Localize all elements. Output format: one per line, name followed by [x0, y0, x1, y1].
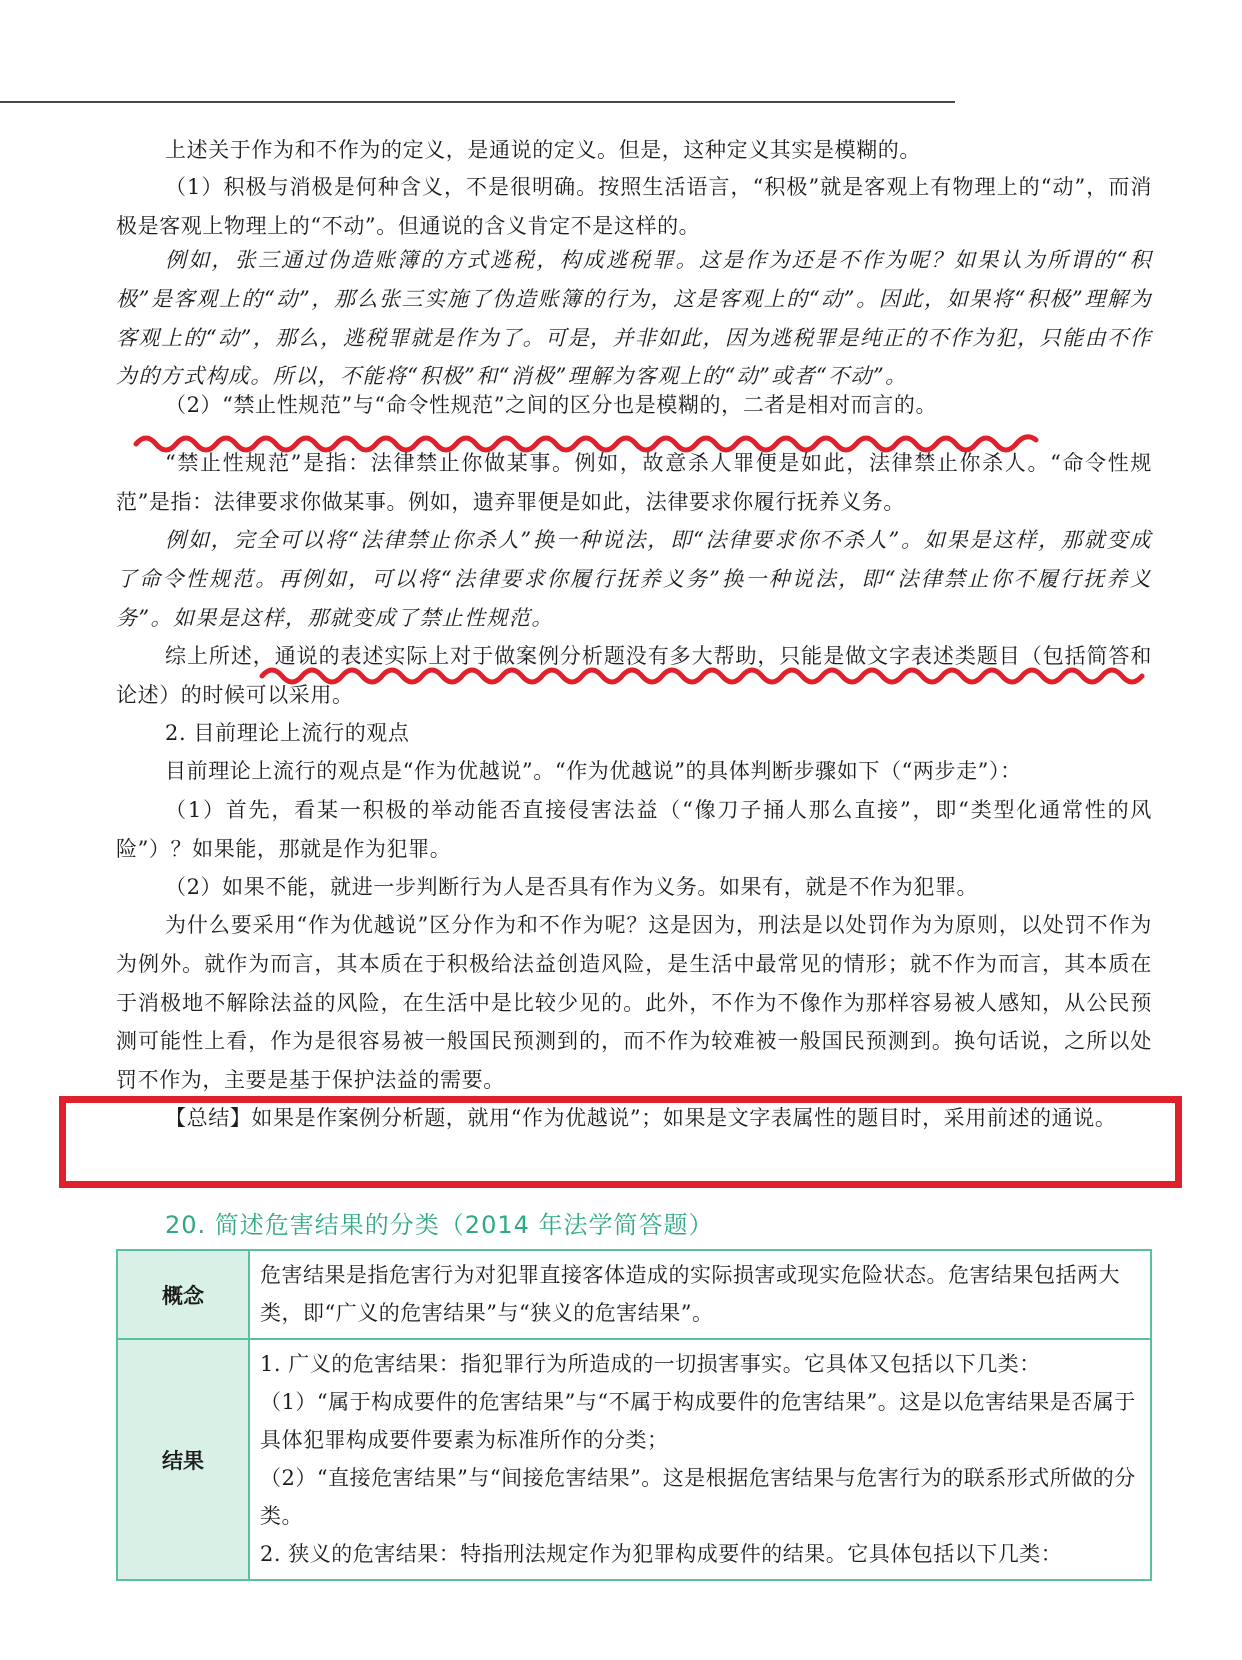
header-rule — [0, 101, 955, 103]
definition-table — [116, 1249, 1152, 1581]
result-line-4: 2. 狭义的危害结果：特指刑法规定作为犯罪构成要件的结果。它具体包括以下几类： — [260, 1542, 1063, 1566]
result-text — [249, 1339, 1151, 1580]
table-row-result — [117, 1339, 1151, 1580]
paragraph-5: “禁止性规范”是指：法律禁止你做某事。例如，故意杀人罪便是如此，法律禁止你杀人。“命令性规范”是指：法律要求你做某事。例如，遗弃罪便是如此，法律要求你履行抚养义务。 — [116, 451, 1152, 514]
summary-paragraph: 【总结】如果是作案例分析题，就用“作为优越说”；如果是文字表属性的题目时，采用前述的通说。 — [165, 1106, 1117, 1130]
paragraph-6-example: 例如，完全可以将“法律禁止你杀人”换一种说法，即“法律要求你不杀人”。如果是这样，那就变成了命令性规范。再例如，可以将“法律要求你履行抚养义务”换一种说法，即“法律禁止你不履行抚养义务”。如果是这样，那就变成了禁止性规范。 — [116, 528, 1152, 630]
subheading-2: 2. 目前理论上流行的观点 — [165, 721, 410, 745]
paragraph-9: （1）首先，看某一积极的举动能否直接侵害法益（“像刀子捅人那么直接”，即“类型化通常性的风险”）？如果能，那就是作为犯罪。 — [116, 798, 1152, 861]
table-row-concept — [117, 1250, 1151, 1339]
concept-text: 危害结果是指危害行为对犯罪直接客体造成的实际损害或现实危险状态。危害结果包括两大类，即“广义的危害结果”与“狭义的危害结果”。 — [249, 1250, 1151, 1339]
red-wavy-underline-2 — [258, 660, 1158, 690]
result-label: 结果 — [117, 1339, 249, 1580]
result-line-2: （1）“属于构成要件的危害结果”与“不属于构成要件的危害结果”。这是以危害结果是否属于具体犯罪构成要件要素为标准所作的分类； — [260, 1390, 1136, 1452]
concept-label: 概念 — [117, 1250, 249, 1339]
paragraph-2: （1）积极与消极是何种含义，不是很明确。按照生活语言，“积极”就是客观上有物理上的“动”，而消极是客观上物理上的“不动”。但通说的含义肯定不是这样的。 — [116, 175, 1152, 238]
paragraph-8: 目前理论上流行的观点是“作为优越说”。“作为优越说”的具体判断步骤如下（“两步走”）： — [165, 759, 1022, 783]
result-line-3: （2）“直接危害结果”与“间接危害结果”。这是根据危害结果与危害行为的联系形式所做的分类。 — [260, 1466, 1136, 1528]
paragraph-10: （2）如果不能，就进一步判断行为人是否具有作为义务。如果有，就是不作为犯罪。 — [165, 875, 979, 899]
section-title: 20. 简述危害结果的分类（2014 年法学简答题） — [165, 1211, 714, 1239]
paragraph-3-example: 例如，张三通过伪造账簿的方式逃税，构成逃税罪。这是作为还是不作为呢？如果认为所谓的“积极”是客观上的“动”，那么张三实施了伪造账簿的行为，这是客观上的“动”。因此，如果将“积极”理解为客观上的“动”，那么，逃税罪就是作为了。可是，并非如此，因为逃税罪是纯正的不作为犯，只能由不作为的方式构成。所以，不能将“积极”和“消极”理解为客观上的“动”或者“不动”。 — [116, 248, 1152, 389]
red-highlight-box — [59, 1096, 1182, 1188]
paragraph-11: 为什么要采用“作为优越说”区分作为和不作为呢？这是因为，刑法是以处罚作为为原则，以处罚不作为为例外。就作为而言，其本质在于积极给法益创造风险，是生活中最常见的情形；就不作为而言，其本质在于消极地不解除法益的风险，在生活中是比较少见的。此外，不作为不像作为那样容易被人感知，从公民预测可能性上看，作为是很容易被一般国民预测到的，而不作为较难被一般国民预测到。换句话说，之所以处罚不作为，主要是基于保护法益的需要。 — [116, 913, 1152, 1093]
paragraph-1: 上述关于作为和不作为的定义，是通说的定义。但是，这种定义其实是模糊的。 — [165, 138, 921, 162]
paragraph-7: 综上所述，通说的表述实际上对于做案例分析题没有多大帮助，只能是做文字表述类题目（包括简答和论述）的时候可以采用。 — [116, 644, 1152, 707]
paragraph-4: （2）“禁止性规范”与“命令性规范”之间的区分也是模糊的，二者是相对而言的。 — [165, 393, 938, 417]
result-line-1: 1. 广义的危害结果：指犯罪行为所造成的一切损害事实。它具体又包括以下几类： — [260, 1352, 1041, 1376]
